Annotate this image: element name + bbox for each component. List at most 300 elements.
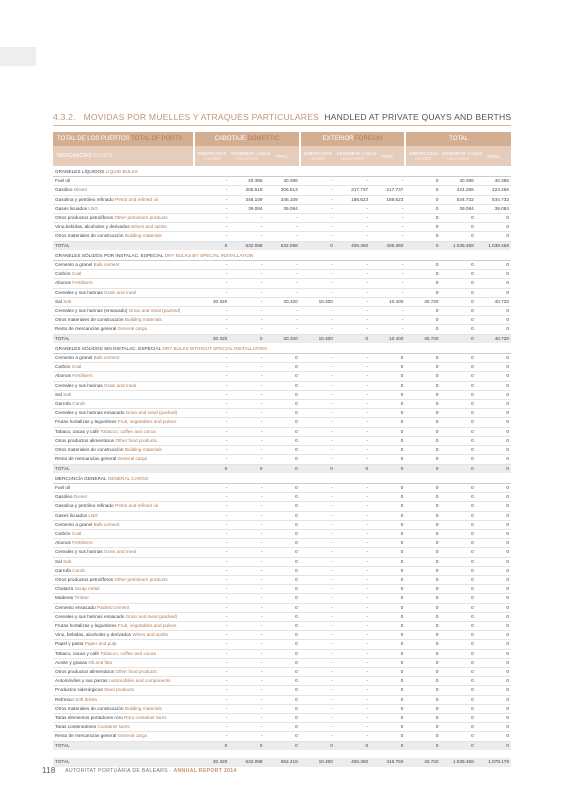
table-row (53, 288, 511, 297)
value-cell: - (300, 307, 335, 316)
row-label-en: Scrap metal (74, 586, 100, 592)
value-cell: - (300, 667, 335, 676)
value-cell: - (194, 621, 229, 630)
value-cell: 0 (476, 677, 511, 686)
total-label: TOTAL (53, 334, 194, 343)
table-row (53, 436, 511, 445)
value-cell: - (229, 677, 264, 686)
value-cell: - (194, 704, 229, 713)
value-cell: 0 (370, 400, 405, 409)
value-cell: 0 (370, 455, 405, 464)
value-cell: - (264, 270, 299, 279)
value-cell: - (229, 704, 264, 713)
row-label-es: Maderas (55, 595, 74, 601)
value-cell: 0 (441, 677, 476, 686)
value-cell: 0 (264, 427, 299, 436)
value-cell: 39.084 (441, 204, 476, 213)
value-cell: - (300, 436, 335, 445)
value-cell: 0 (405, 390, 440, 399)
value-cell: 0 (441, 436, 476, 445)
value-cell: - (335, 409, 370, 418)
value-cell: 10.400 (370, 297, 405, 306)
table-row (53, 297, 511, 306)
row-label (53, 186, 194, 195)
value-cell: 0 (370, 695, 405, 704)
value-cell: 0 (476, 483, 511, 492)
value-cell: 40.386 (476, 177, 511, 186)
value-cell: 346.109 (229, 195, 264, 204)
value-cell: 0 (476, 270, 511, 279)
value-cell: 0 (476, 723, 511, 732)
row-label-en: Fruit, vegetables and pulses (117, 622, 177, 628)
section-total-row (53, 334, 511, 343)
value-cell: - (194, 667, 229, 676)
value-cell: 0 (441, 427, 476, 436)
value-cell: 0 (335, 334, 370, 343)
value-cell: - (229, 640, 264, 649)
row-label-en: Soft drinks (75, 696, 98, 702)
table-row (53, 539, 511, 548)
value-cell: 0 (264, 575, 299, 584)
value-cell: - (194, 186, 229, 195)
value-cell: - (335, 594, 370, 603)
page-tab-marker (0, 47, 36, 66)
value-cell: - (335, 686, 370, 695)
row-label-es: Fuel oil (55, 484, 71, 490)
value-cell: 0 (441, 529, 476, 538)
value-cell: - (300, 214, 335, 223)
table-row (53, 381, 511, 390)
value-cell: - (335, 529, 370, 538)
row-label-en: Timber (74, 595, 89, 601)
value-cell: 0 (264, 390, 299, 399)
value-cell: 424.256 (441, 186, 476, 195)
section-title-en: HANDLED AT PRIVATE QUAYS AND BERTHS (324, 112, 512, 122)
row-label (53, 612, 194, 621)
value-cell: - (264, 214, 299, 223)
value-cell: 39.084 (264, 204, 299, 213)
row-label-es: Otros productos alimenticios (55, 437, 115, 443)
value-cell: 0 (370, 704, 405, 713)
value-cell: - (264, 307, 299, 316)
row-label-en: Salt (63, 558, 72, 564)
value-cell: 0 (405, 695, 440, 704)
value-cell: 0 (476, 621, 511, 630)
row-label-es: Aceite y grasas (55, 659, 88, 665)
table-row (53, 446, 511, 455)
footer-separator: · (169, 767, 172, 774)
value-cell: - (300, 539, 335, 548)
value-cell: - (300, 279, 335, 288)
value-cell: 0 (264, 502, 299, 511)
value-cell: - (194, 232, 229, 241)
value-cell: 0 (405, 539, 440, 548)
table-row (53, 603, 511, 612)
value-cell: 0 (405, 713, 440, 722)
value-cell: 10.400 (300, 334, 335, 343)
footer-report: ANNUAL REPORT 2014 (173, 767, 237, 774)
value-cell: 0 (405, 741, 440, 750)
row-label (53, 539, 194, 548)
value-cell: - (229, 214, 264, 223)
row-label-es: Sal (55, 298, 62, 304)
row-label-en: Grain and meal (104, 382, 137, 388)
row-label (53, 649, 194, 658)
value-cell: 0 (264, 548, 299, 557)
value-cell: - (194, 713, 229, 722)
table-row (53, 713, 511, 722)
spacer-row (53, 750, 511, 758)
value-cell: 0 (476, 713, 511, 722)
table-row (53, 667, 511, 676)
value-cell: 0 (441, 603, 476, 612)
value-cell: - (229, 585, 264, 594)
total-label: TOTAL (53, 741, 194, 750)
value-cell: - (300, 493, 335, 502)
value-cell: - (194, 575, 229, 584)
value-cell: - (335, 270, 370, 279)
row-label-es: Tabaco, cacao y café (55, 650, 100, 656)
row-label (53, 529, 194, 538)
row-label (53, 667, 194, 676)
value-cell: - (229, 279, 264, 288)
value-cell: 0 (476, 732, 511, 741)
value-cell: 0 (476, 354, 511, 363)
row-label (53, 363, 194, 372)
value-cell: 0 (405, 177, 440, 186)
value-cell: 0 (370, 723, 405, 732)
value-cell: - (194, 612, 229, 621)
row-label-en: Diesel (73, 187, 87, 193)
value-cell: 40.386 (264, 177, 299, 186)
row-label-en: Fertilisers (72, 373, 93, 379)
value-cell: 534.732 (476, 195, 511, 204)
header-loaded: EMBARCADAS LOADED (194, 146, 229, 166)
value-cell: 0 (441, 270, 476, 279)
row-label-es: Vino,bebidas, alcoholes y derivados (55, 224, 130, 230)
value-cell: 0 (405, 575, 440, 584)
value-cell: - (229, 493, 264, 502)
row-label-es: Cereales y sus harinas (55, 382, 103, 388)
row-label (53, 502, 194, 511)
row-label-es: Abonos (55, 373, 71, 379)
row-label (53, 400, 194, 409)
value-cell: 39.084 (476, 204, 511, 213)
value-cell: - (335, 418, 370, 427)
row-label (53, 297, 194, 306)
value-cell: 0 (370, 566, 405, 575)
value-cell: 0 (476, 575, 511, 584)
value-cell: 39.084 (229, 204, 264, 213)
value-cell: 632.098 (229, 241, 264, 250)
row-label-en: Steel products (104, 687, 134, 693)
value-cell: - (370, 325, 405, 334)
table-row (53, 232, 511, 241)
row-label-es: Otros materiales de construcción (55, 317, 124, 323)
value-cell: - (335, 585, 370, 594)
section-header-row (53, 250, 511, 261)
value-cell: - (194, 483, 229, 492)
value-cell: 0 (476, 316, 511, 325)
value-cell: - (300, 409, 335, 418)
row-label-es: Gases licuados (55, 512, 88, 518)
value-cell: 0 (405, 585, 440, 594)
value-cell: 0 (441, 649, 476, 658)
header-total: TOTAL (476, 146, 511, 166)
value-cell: - (194, 270, 229, 279)
value-cell: - (229, 723, 264, 732)
value-cell: - (229, 603, 264, 612)
row-label-es: Otros productos petrolíferos (55, 576, 114, 582)
value-cell: 0 (405, 667, 440, 676)
value-cell: - (194, 548, 229, 557)
value-cell: 0 (476, 640, 511, 649)
value-cell: 0 (476, 511, 511, 520)
value-cell: 0 (405, 557, 440, 566)
value-cell: - (229, 363, 264, 372)
value-cell: - (335, 455, 370, 464)
value-cell: - (229, 520, 264, 529)
value-cell: 0 (441, 539, 476, 548)
row-label-es: Taras elementos portadores roro (55, 714, 123, 720)
value-cell: - (229, 261, 264, 270)
value-cell: 40.720 (405, 334, 440, 343)
table-row (53, 270, 511, 279)
value-cell: - (335, 261, 370, 270)
value-cell: 0 (370, 741, 405, 750)
value-cell: - (194, 455, 229, 464)
value-cell: - (229, 566, 264, 575)
value-cell: - (229, 381, 264, 390)
row-label (53, 566, 194, 575)
value-cell: - (229, 354, 264, 363)
value-cell: - (335, 511, 370, 520)
value-cell: - (194, 686, 229, 695)
value-cell: - (194, 539, 229, 548)
value-cell: 0 (441, 575, 476, 584)
table-row (53, 520, 511, 529)
value-cell: - (335, 297, 370, 306)
footer-org: AUTORITAT PORTUÀRIA DE BALEARS (65, 767, 168, 774)
value-cell: 0 (476, 418, 511, 427)
header-exterior: EXTERIOR FOREIGN (300, 132, 406, 146)
value-cell: - (229, 713, 264, 722)
table-row (53, 585, 511, 594)
value-cell: - (300, 575, 335, 584)
value-cell: 416.760 (370, 758, 405, 767)
value-cell: - (194, 436, 229, 445)
value-cell: 0 (229, 741, 264, 750)
value-cell: - (300, 612, 335, 621)
table-row (53, 677, 511, 686)
value-cell: - (194, 381, 229, 390)
value-cell: 0 (476, 223, 511, 232)
value-cell: - (194, 409, 229, 418)
row-label-en: Carob (72, 567, 85, 573)
row-label (53, 723, 194, 732)
value-cell: 0 (264, 529, 299, 538)
value-cell: 0 (441, 261, 476, 270)
value-cell: 0 (370, 483, 405, 492)
row-label-en: LNG (88, 512, 99, 518)
value-cell: 0 (441, 585, 476, 594)
value-cell: 0 (264, 704, 299, 713)
value-cell: - (300, 520, 335, 529)
value-cell: 188.623 (335, 195, 370, 204)
row-label-en: Other food products (115, 668, 157, 674)
value-cell: 0 (264, 372, 299, 381)
value-cell: 0 (441, 511, 476, 520)
value-cell: 0 (264, 667, 299, 676)
value-cell: 0 (476, 436, 511, 445)
value-cell: 662.418 (264, 758, 299, 767)
value-cell: - (229, 575, 264, 584)
table-body (53, 166, 511, 767)
value-cell: 0 (476, 695, 511, 704)
value-cell: - (229, 594, 264, 603)
value-cell: - (335, 372, 370, 381)
value-cell: - (300, 446, 335, 455)
value-cell: - (229, 483, 264, 492)
value-cell: - (300, 186, 335, 195)
value-cell: - (194, 631, 229, 640)
value-cell: 10.400 (300, 758, 335, 767)
value-cell: 0 (476, 520, 511, 529)
value-cell: - (194, 372, 229, 381)
value-cell: 0 (300, 741, 335, 750)
value-cell: - (300, 455, 335, 464)
value-cell: 0 (441, 316, 476, 325)
value-cell: 0 (441, 502, 476, 511)
value-cell: - (300, 400, 335, 409)
value-cell: 0 (405, 261, 440, 270)
value-cell: 0 (405, 548, 440, 557)
value-cell: 0 (370, 631, 405, 640)
row-label-es: Gasóleo (55, 187, 73, 193)
value-cell: 0 (441, 390, 476, 399)
value-cell: - (335, 631, 370, 640)
value-cell: - (335, 390, 370, 399)
value-cell: - (335, 548, 370, 557)
value-cell: - (370, 214, 405, 223)
value-cell: 0 (264, 483, 299, 492)
value-cell: 1.038.458 (441, 758, 476, 767)
header-unloaded: DESEMBAR- CADAS UNLOADED (335, 146, 370, 166)
row-label (53, 732, 194, 741)
row-label (53, 409, 194, 418)
value-cell: - (370, 307, 405, 316)
value-cell: - (264, 325, 299, 334)
value-cell: - (300, 390, 335, 399)
value-cell: 406.360 (370, 241, 405, 250)
row-label-es: Frutas hortalizas y legumbres (55, 622, 117, 628)
table-row (53, 594, 511, 603)
section-header-row (53, 343, 511, 354)
value-cell: 0 (441, 372, 476, 381)
value-cell: 0 (441, 493, 476, 502)
value-cell: 0 (194, 464, 229, 473)
table-row (53, 372, 511, 381)
value-cell: 0 (405, 409, 440, 418)
value-cell: - (229, 667, 264, 676)
value-cell: 0 (476, 372, 511, 381)
row-label-es: Resto de mercancías general (55, 326, 117, 332)
section-title-es: GRANELES SÓLIDOS POR INSTALAC. ESPECIAL (55, 252, 164, 258)
value-cell: 0 (370, 603, 405, 612)
value-cell: - (370, 279, 405, 288)
value-cell: 40.720 (476, 297, 511, 306)
value-cell: - (194, 214, 229, 223)
value-cell: 0 (405, 658, 440, 667)
row-label (53, 575, 194, 584)
total-label: TOTAL (53, 464, 194, 473)
row-label-en: Bulk cement (93, 355, 120, 361)
value-cell: - (300, 640, 335, 649)
value-cell: - (370, 270, 405, 279)
value-cell: 0 (476, 539, 511, 548)
value-cell: 0 (441, 658, 476, 667)
value-cell: 0 (264, 566, 299, 575)
value-cell: - (335, 621, 370, 630)
value-cell: - (300, 325, 335, 334)
row-label-es: Resto de mercancías general (55, 733, 117, 739)
value-cell: 0 (405, 723, 440, 732)
table-row (53, 493, 511, 502)
value-cell: 0 (441, 520, 476, 529)
value-cell: 0 (476, 381, 511, 390)
row-label-en: Coal (71, 530, 82, 536)
row-label-en: Wines and spirits (132, 632, 169, 638)
header-loaded: EMBARCADAS LOADED (300, 146, 335, 166)
value-cell: 30.320 (194, 297, 229, 306)
value-cell: - (229, 446, 264, 455)
value-cell: 0 (335, 464, 370, 473)
row-label (53, 621, 194, 630)
value-cell: - (264, 261, 299, 270)
value-cell: - (300, 548, 335, 557)
table-row (53, 363, 511, 372)
value-cell: 0 (405, 223, 440, 232)
value-cell: 0 (370, 658, 405, 667)
value-cell: - (335, 354, 370, 363)
value-cell: 0 (476, 409, 511, 418)
value-cell: 0 (441, 741, 476, 750)
value-cell: 0 (476, 649, 511, 658)
value-cell: 0 (476, 232, 511, 241)
value-cell: - (300, 677, 335, 686)
value-cell: 0 (476, 529, 511, 538)
value-cell: 0 (476, 548, 511, 557)
value-cell: - (194, 695, 229, 704)
value-cell: - (335, 566, 370, 575)
row-label (53, 658, 194, 667)
table-row (53, 575, 511, 584)
value-cell: - (229, 621, 264, 630)
table-row (53, 390, 511, 399)
row-label-en: General cargo (117, 733, 148, 739)
value-cell: 0 (476, 307, 511, 316)
value-cell: 0 (476, 427, 511, 436)
total-label: TOTAL (53, 241, 194, 250)
value-cell: - (194, 649, 229, 658)
value-cell: 0 (264, 741, 299, 750)
row-label (53, 223, 194, 232)
value-cell: - (335, 667, 370, 676)
value-cell: 0 (264, 649, 299, 658)
row-label (53, 307, 194, 316)
row-label-en: Tobacco, coffee and cocoa (100, 428, 156, 434)
value-cell: 0 (441, 455, 476, 464)
